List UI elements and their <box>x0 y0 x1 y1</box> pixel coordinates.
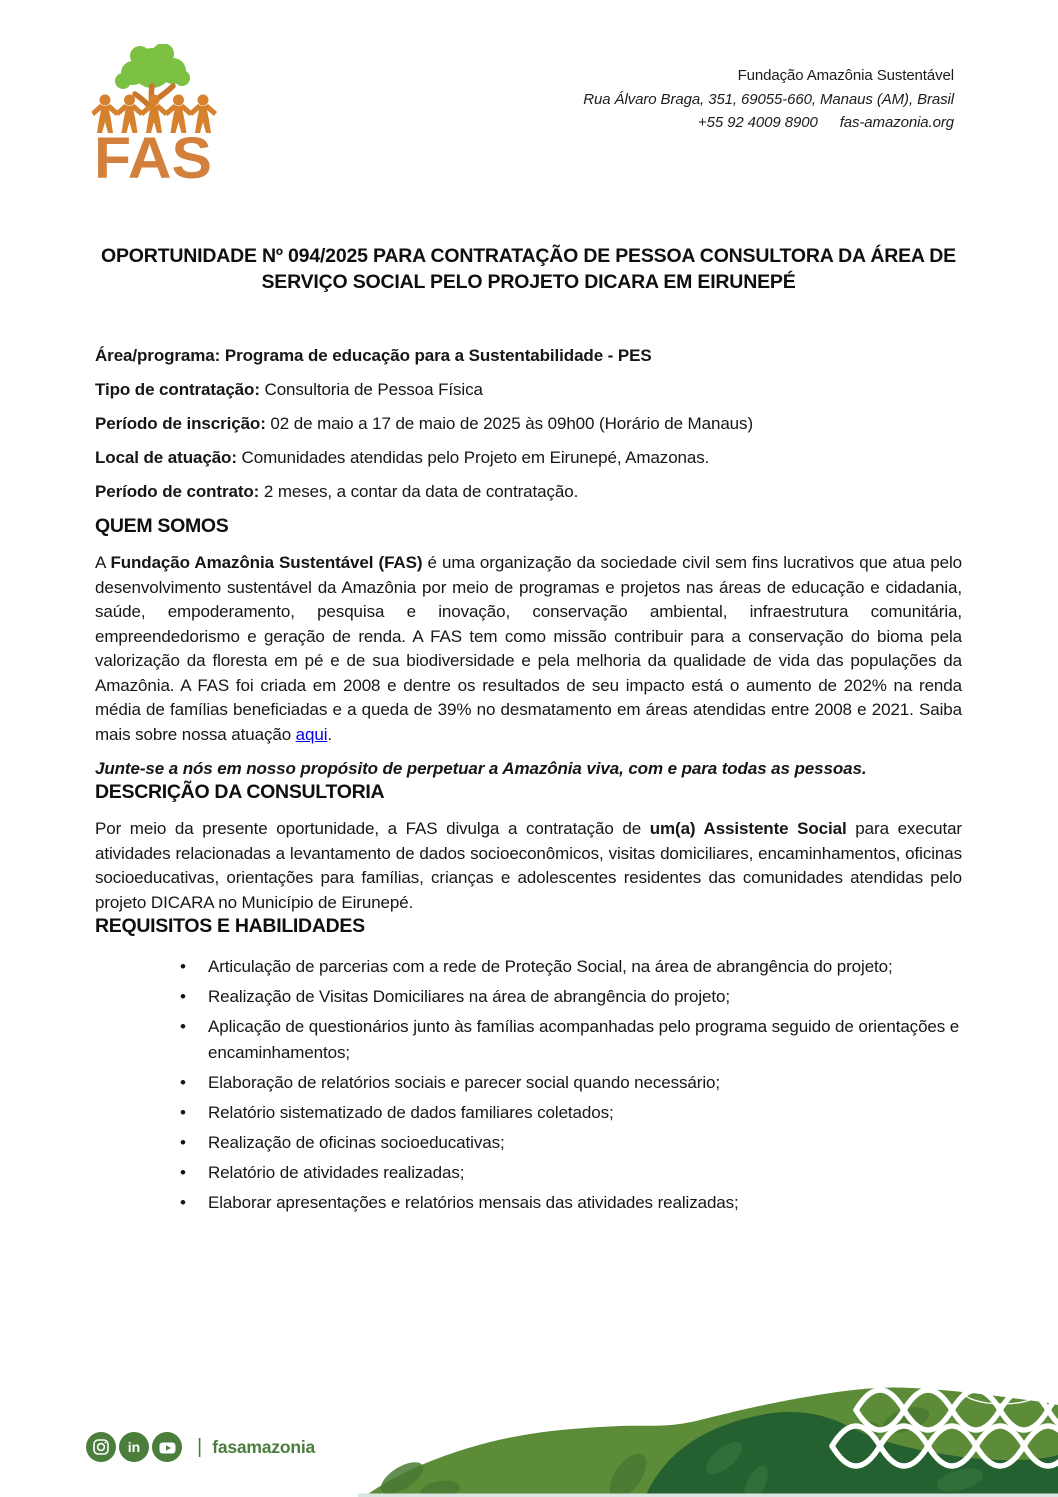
saiba-mais-link[interactable]: aqui <box>295 724 328 744</box>
list-item: • Realização de oficinas socioeducativas; <box>180 1130 962 1156</box>
page-title-line1: OPORTUNIDADE Nº 094/2025 PARA CONTRATAÇÃO DE PESSOA CONSULTORA DA ÁREA DE <box>101 245 956 267</box>
list-item: • Elaboração de relatórios sociais e parecer social quando necessário; <box>180 1070 962 1096</box>
instagram-icon[interactable] <box>86 1432 116 1462</box>
youtube-icon[interactable] <box>152 1432 182 1462</box>
detail-area-programa: Área/programa: Programa de educação para a Sustentabilidade - PES <box>95 346 652 365</box>
section-heading-descricao: DESCRIÇÃO DA CONSULTORIA <box>95 781 385 803</box>
page-title-line2: SERVIÇO SOCIAL PELO PROJETO DICARA EM EIRUNEPÉ <box>261 271 796 293</box>
requisitos-list <box>95 954 962 1216</box>
section-heading-quem-somos: QUEM SOMOS <box>95 515 229 537</box>
detail-periodo-inscricao: Período de inscrição: 02 de maio a 17 de maio de 2025 às 09h00 (Horário de Manaus) <box>95 414 753 433</box>
header-contact-block <box>583 64 954 135</box>
org-phone: +55 92 4009 8900 <box>697 114 818 131</box>
org-name-bold: Fundação Amazônia Sustentável (FAS) <box>110 553 423 572</box>
linkedin-icon[interactable]: in <box>119 1432 149 1462</box>
footer-hills-graphic <box>0 1360 1058 1497</box>
section-heading-requisitos: REQUISITOS E HABILIDADES <box>95 915 365 937</box>
detail-local-atuacao: Local de atuação: Comunidades atendidas pelo Projeto em Eirunepé, Amazonas. <box>95 448 710 467</box>
detail-tipo-contratacao: Tipo de contratação: Consultoria de Pessoa Física <box>95 380 483 399</box>
detail-periodo-contrato: Período de contrato: 2 meses, a contar da data de contratação. <box>95 482 579 501</box>
footer-artwork <box>0 1360 1058 1497</box>
list-item: • Relatório sistematizado de dados familiares coletados; <box>180 1100 962 1126</box>
list-item: • Articulação de parcerias com a rede de Proteção Social, na área de abrangência do projeto; <box>180 954 962 980</box>
quem-somos-paragraph: A Fundação Amazônia Sustentável (FAS) é uma organização da sociedade civil sem fins lucrativos que atua pelo desenvolvimento sustentável da Amazônia por meio de programas e projetos nas áreas de educação e cidadania, saúde, empoderamento, pesquisa e inovação, conservação ambiental, infraestrutura comunitária, empreendedorismo e geração de renda. A FAS tem como missão contribuir para a conservação do bioma pela valorização da floresta em pé e de sua biodiversidade e pela melhoria da qualidade de vida das populações da Amazônia. A FAS foi criada em 2008 e dentre os resultados de seu impacto está o aumento de 202% na renda média de famílias beneficiadas e a queda de 39% no desmatamento em áreas atendidas entre 2008 e 2021. Saiba mais sobre nossa atuação aqui. <box>95 553 962 744</box>
descricao-paragraph: Por meio da presente oportunidade, a FAS divulga a contratação de um(a) Assistente Social para executar atividades relacionadas a levantamento de dados socioeconômicos, visitas domiciliares, encaminhamentos, oficinas socioeducativas, orientações para famílias, crianças e adolescentes residentes das comunidades atendidas pelo projeto DICARA no Município de Eirunepé. <box>95 819 962 912</box>
assistente-social-bold: um(a) Assistente Social <box>649 819 847 838</box>
list-item: • Aplicação de questionários junto às famílias acompanhadas pelo programa seguido de orientações e encaminhamentos; <box>180 1014 962 1066</box>
logo-fas-text: FAS <box>94 126 212 184</box>
social-handle[interactable]: fasamazonia <box>212 1436 316 1457</box>
callout-junte-se: Junte-se a nós em nosso propósito de perpetuar a Amazônia viva, com e para todas as pessoas. <box>95 759 867 778</box>
opportunity-details <box>95 345 962 503</box>
org-name: Fundação Amazônia Sustentável <box>737 67 954 84</box>
list-item: • Elaborar apresentações e relatórios mensais das atividades realizadas; <box>180 1190 962 1216</box>
org-phone-site <box>583 111 954 135</box>
document-content <box>0 243 1058 1216</box>
org-website: fas-amazonia.org <box>839 114 954 131</box>
list-item: • Relatório de atividades realizadas; <box>180 1160 962 1186</box>
footer-social-bar <box>86 1431 315 1463</box>
list-item: • Realização de Visitas Domiciliares na área de abrangência do projeto; <box>180 984 962 1010</box>
social-separator: | <box>197 1436 203 1458</box>
bottom-strip <box>358 1494 1058 1497</box>
page-title <box>95 243 962 295</box>
fas-logo <box>92 44 218 184</box>
tree-canopy <box>115 44 190 89</box>
org-address: Rua Álvaro Braga, 351, 69055-660, Manaus (AM), Brasil <box>583 90 954 108</box>
